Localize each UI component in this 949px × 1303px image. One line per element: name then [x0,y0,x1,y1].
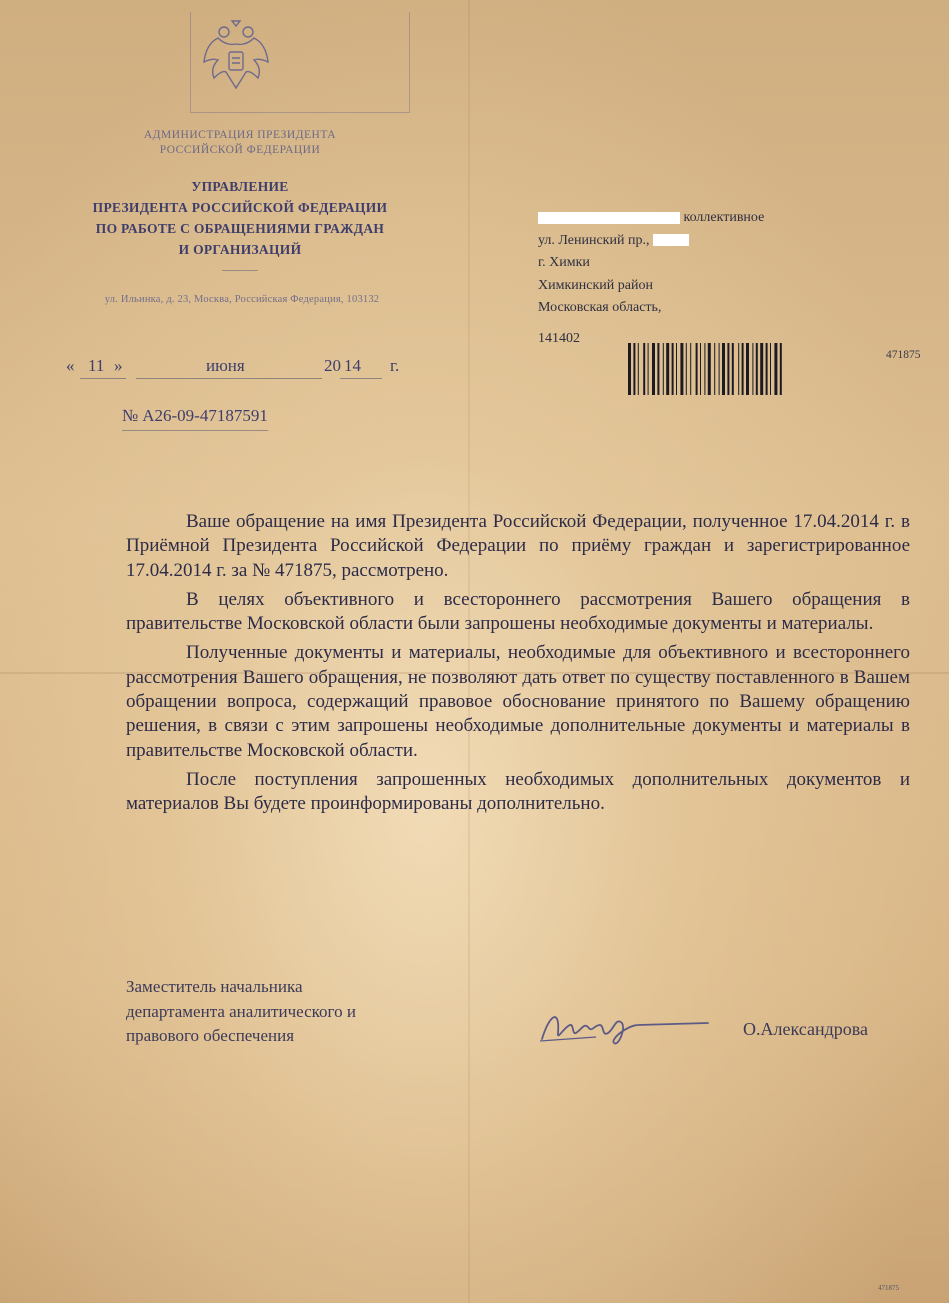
barcode-bar [738,343,739,395]
signer-position-line: правового обеспечения [126,1026,295,1045]
barcode-bar [770,343,771,395]
administration-header [80,128,400,158]
redaction-block [653,234,689,246]
barcode-bar [690,343,691,395]
document-number-value: А26-09-47187591 [142,406,268,425]
barcode-bar [752,343,753,395]
sender-address: ул. Ильинка, д. 23, Москва, Российская Федерация, 103132 [104,294,380,305]
barcode-bar [686,343,687,395]
barcode-bar [672,343,674,395]
date-quote: » [114,356,123,375]
barcode-bar [727,343,729,395]
barcode-bar [766,343,768,395]
barcode-bar [774,343,777,395]
body-paragraph: После поступления запрошенных необходимых дополнительных документов и материалов Вы будете проинформированы дополнительно. [126,768,910,815]
recipient-line: Московская область, [538,300,662,315]
barcode-bar [742,343,744,395]
department-header [40,176,440,260]
date-underline [340,378,382,379]
barcode-bar [643,343,645,395]
recipient-line-text: ул. Ленинский пр., [538,232,650,248]
recipient-postcode: 141402 [538,330,580,346]
date-month: июня [206,356,245,375]
body-paragraph: Ваше обращение на имя Президента Российской Федерации, полученное 17.04.2014 г. в Приёмной Президента Российской Федерации по приёму граждан и зарегистрированное 17.04.2014 г. за № 471875, рассмотрено. [126,511,910,581]
signer-name: О.Александрова [743,1019,869,1039]
barcode-bar [652,343,655,395]
recipient-line-text: коллективное [683,210,765,225]
date-underline [80,378,126,379]
barcode [626,343,872,395]
barcode-bar [756,343,758,395]
double-headed-eagle-emblem-icon [196,18,276,98]
barcode-bar [633,343,635,395]
barcode-bar [760,343,763,395]
barcode-bar [638,343,639,395]
barcode-bar [680,343,683,395]
header-divider [222,270,258,271]
department-line: ПО РАБОТЕ С ОБРАЩЕНИЯМИ ГРАЖДАН [95,221,385,236]
barcode-bar [657,343,659,395]
recipient-line: Химкинский район [538,277,653,293]
date-year-mark: г. [390,356,400,375]
body-paragraph: В целях объективного и всестороннего рассмотрения Вашего обращения в правительстве Московской области были запрошены необходимые документы и материалы. [126,588,910,635]
signer-position-line: Заместитель начальника [126,977,303,996]
recipient-line [538,230,838,253]
handwritten-signature [538,1003,718,1053]
department-line: ПРЕЗИДЕНТА РОССИЙСКОЙ ФЕДЕРАЦИИ [92,200,388,215]
signer-position [126,975,466,1049]
body-paragraph: Полученные документы и материалы, необходимые для объективного и всестороннего рассмотрения Вашего обращения, не позволяют дать ответ по существу поставленного в Вашем обращении вопроса, содержащий правовое обоснование принятого по Вашему обращению решения, в связи с этим запрошены необходимые дополнительные документы и материалы в правительстве Московской области. [126,642,910,761]
department-line: УПРАВЛЕНИЕ [191,179,289,194]
document-number [122,406,268,431]
recipient-line: г. Химки [538,255,590,270]
recipient-line [538,207,838,230]
barcode-bar [719,343,720,395]
barcode-bar [676,343,677,395]
date-quote: « [66,356,75,375]
signer-position-line: департамента аналитического и [126,1001,356,1021]
date-day: 11 [88,356,105,375]
barcode-bar [708,343,711,395]
date-year-prefix: 20 [324,356,341,375]
barcode-bar [722,343,725,395]
barcode-bar [780,343,782,395]
barcode-bar [628,343,631,395]
barcode-bar [648,343,649,395]
document-number-prefix: № [122,406,139,425]
administration-line: АДМИНИСТРАЦИЯ ПРЕЗИДЕНТА [143,129,337,141]
barcode-bar [696,343,698,395]
barcode-bar [666,343,669,395]
barcode-bar [700,343,701,395]
department-line: И ОРГАНИЗАЦИЙ [178,242,302,257]
administration-line: РОССИЙСКОЙ ФЕДЕРАЦИИ [159,144,321,156]
letter-date [66,356,426,382]
redaction-block [538,212,680,224]
barcode-bar [746,343,749,395]
barcode-bar [714,343,715,395]
date-underline [136,378,322,379]
barcode-number: 471875 [886,349,921,361]
barcode-bar [732,343,734,395]
barcode-bar [663,343,664,395]
footer-code: 471875 [878,1284,899,1292]
letter-body [126,510,910,822]
recipient-address-block [538,207,838,350]
date-year-suffix: 14 [344,356,361,375]
barcode-bar [704,343,705,395]
